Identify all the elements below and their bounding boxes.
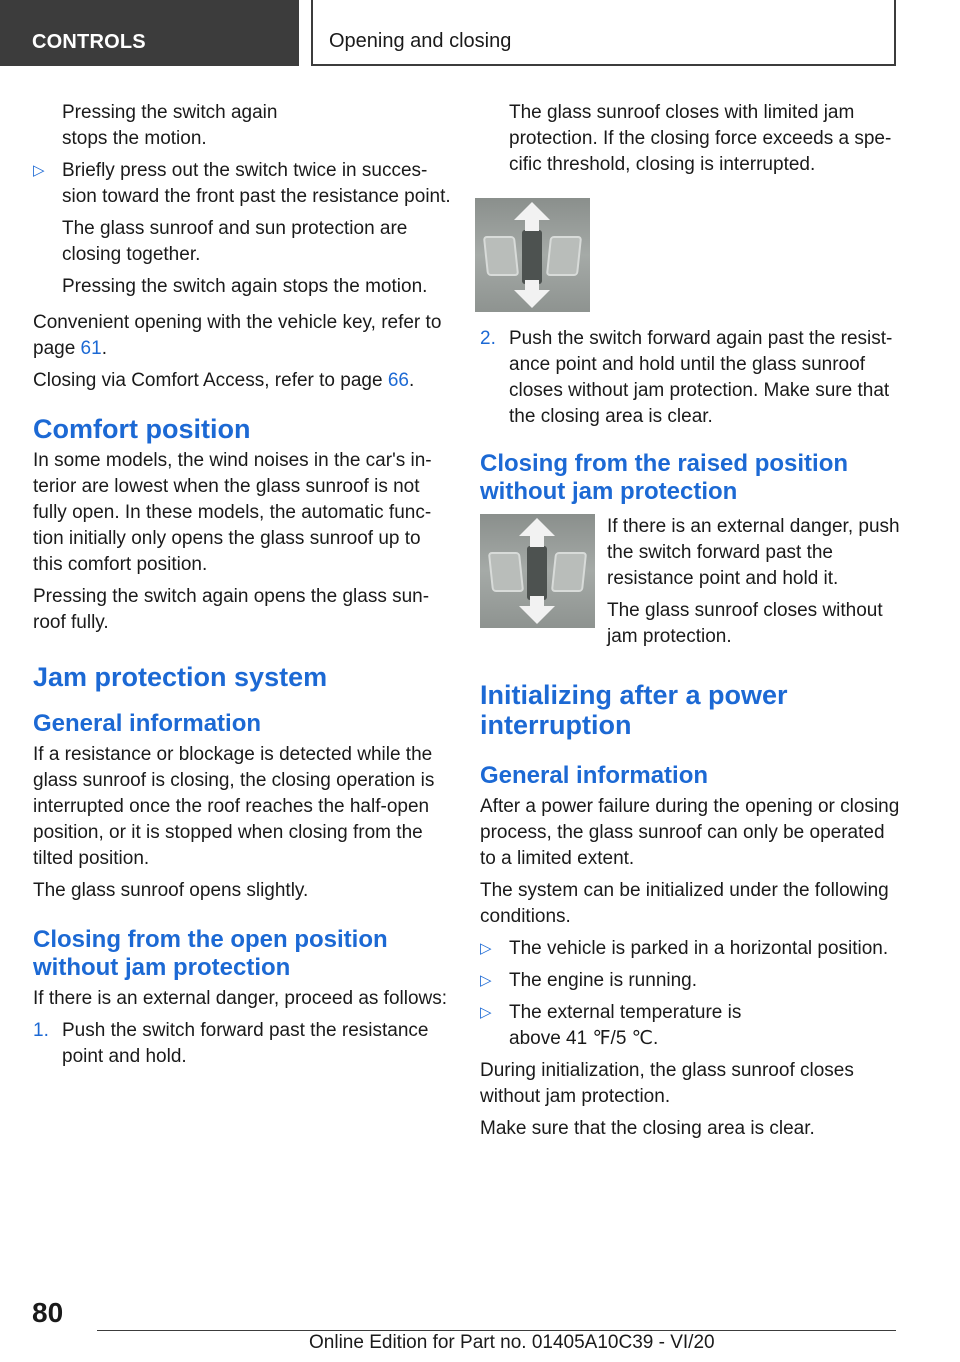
edition-footer: Online Edition for Part no. 01405A10C39 - VI/20 xyxy=(309,1332,715,1353)
list-item-text: Briefly press out the switch twice in succession toward the front past the resistance point. xyxy=(62,160,451,207)
comfort-access-paragraph: Closing via Comfort Access, refer to page 66. xyxy=(33,370,415,391)
sunroof-switch-illustration xyxy=(480,514,595,628)
closing-open-paragraph: If there is an external danger, proceed as follows: xyxy=(33,988,448,1009)
raised-paragraph-2: The glass sunroof closes without jam protection. xyxy=(607,600,883,647)
bullet-paragraph: Pressing the switch again stops the motion. xyxy=(62,276,428,297)
list-item xyxy=(480,1000,900,1052)
list-item xyxy=(480,968,900,994)
list-item-text: Push the switch forward again past the resistance point and hold until the glass sunroof closes without jam protection. Make sure that the closing area is clear. xyxy=(509,328,893,427)
step-number: 2. xyxy=(480,328,496,349)
init-paragraph-3: During initialization, the glass sunroof closes without jam protection. xyxy=(480,1060,854,1107)
heading-general-information-2: General information xyxy=(480,762,709,789)
page-number: 80 xyxy=(32,1297,64,1328)
list-item-text: Push the switch forward past the resistance point and hold. xyxy=(62,1020,429,1067)
arrow-down-icon xyxy=(514,290,550,308)
triangle-bullet-icon: ▷ xyxy=(480,1004,492,1021)
page-link-66[interactable]: 66 xyxy=(387,370,409,391)
heading-comfort-position: Comfort position xyxy=(33,414,251,444)
section-label: CONTROLS xyxy=(0,0,299,66)
arrow-up-icon xyxy=(519,518,555,536)
triangle-bullet-icon: ▷ xyxy=(33,162,45,179)
heading-initializing: Initializing after a power interruption xyxy=(480,680,788,740)
init-paragraph: After a power failure during the opening or closing process, the glass sunroof can only be operated to a limited extent. xyxy=(480,796,900,869)
raised-figure-block xyxy=(480,514,900,656)
heading-general-information: General information xyxy=(33,710,262,737)
general-paragraph: If a resistance or blockage is detected while the glass sunroof is closing, the closing operation is interrupted once the roof reaches the half-open position, or it is stopped when closing from the tilted position. xyxy=(33,744,435,869)
bullet-paragraph: The glass sunroof and sun protection are closing together. xyxy=(62,218,408,265)
triangle-bullet-icon: ▷ xyxy=(480,972,492,989)
list-item-text: The engine is running. xyxy=(509,970,698,991)
list-item xyxy=(33,1018,453,1070)
sunroof-switch-illustration xyxy=(475,198,590,312)
left-column xyxy=(33,100,453,1076)
list-item xyxy=(480,936,900,962)
page-header xyxy=(0,0,960,66)
init-paragraph-2: The system can be initialized under the following conditions. xyxy=(480,880,889,927)
list-item xyxy=(480,326,900,430)
init-paragraph-4: Make sure that the closing area is clear. xyxy=(480,1118,815,1139)
triangle-bullet-icon: ▷ xyxy=(480,940,492,957)
raised-paragraph: If there is an external danger, push the switch forward past the resistance point and hold it. xyxy=(607,516,900,589)
list-item-text: The vehicle is parked in a horizontal position. xyxy=(509,938,889,959)
step-number: 1. xyxy=(33,1020,49,1041)
page-link-61[interactable]: 61 xyxy=(80,338,102,359)
comfort-paragraph: In some models, the wind noises in the car's interior are lowest when the glass sunroof is not fully open. In these models, the automatic function initially only opens the glass sunroof up to this comfort position. xyxy=(33,450,432,575)
step-continuation: The glass sunroof closes with limited jam protection. If the closing force exceeds a specific threshold, closing is interrupted. xyxy=(509,102,892,175)
convenient-paragraph: Convenient opening with the vehicle key, refer to page 61. xyxy=(33,312,442,359)
arrow-up-icon xyxy=(514,202,550,220)
list-item-text: The external temperature is above 41 ℉/5 ℃. xyxy=(509,1002,742,1049)
comfort-paragraph-2: Pressing the switch again opens the glass sunroof fully. xyxy=(33,586,430,633)
heading-closing-raised-position: Closing from the raised position without jam protection xyxy=(480,450,849,505)
right-column xyxy=(480,100,900,1148)
heading-jam-protection: Jam protection system xyxy=(33,662,328,692)
chapter-title: Opening and closing xyxy=(311,0,896,66)
general-paragraph-2: The glass sunroof opens slightly. xyxy=(33,880,309,901)
arrow-down-icon xyxy=(519,606,555,624)
intro-paragraph: Pressing the switch again stops the motion. xyxy=(62,102,278,149)
heading-closing-open-position: Closing from the open position without jam protection xyxy=(33,926,388,981)
list-item xyxy=(33,158,453,210)
footer-divider xyxy=(97,1330,896,1331)
